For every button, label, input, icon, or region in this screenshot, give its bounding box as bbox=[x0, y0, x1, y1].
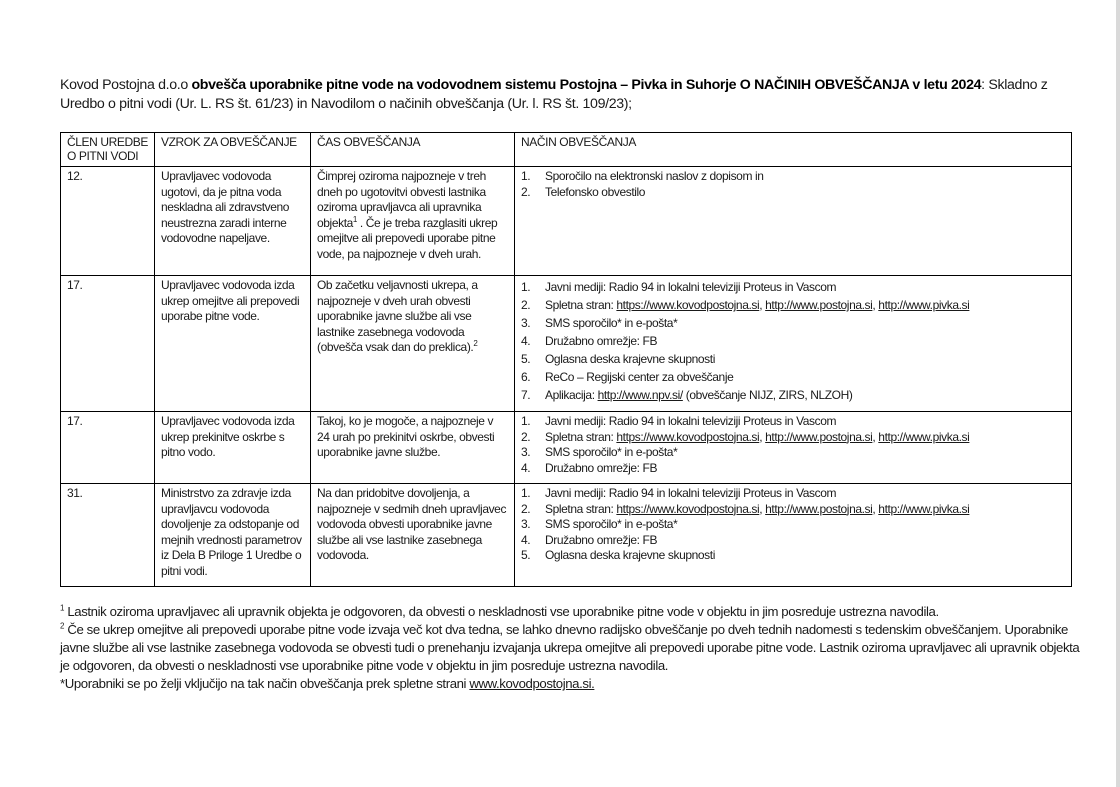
cell-vzrok: Upravljavec vodovoda izda ukrep prekinitve oskrbe s pitno vodo. bbox=[155, 412, 311, 484]
cell-cas: Takoj, ko je mogoče, a najpozneje v 24 urah po prekinitvi oskrbe, obvesti uporabnike javne službe. bbox=[311, 412, 515, 484]
link-kovod-footer[interactable]: www.kovodpostojna.si. bbox=[469, 676, 595, 691]
header-cas: ČAS OBVEŠČANJA bbox=[311, 133, 515, 167]
footnote-1 bbox=[60, 603, 1080, 621]
list-item bbox=[521, 296, 1065, 314]
nacin-list bbox=[521, 486, 1065, 564]
nacin-list bbox=[521, 414, 1065, 476]
list-item bbox=[521, 517, 1065, 533]
link-pivka[interactable]: http://www.pivka.si bbox=[878, 501, 970, 516]
cell-cas bbox=[311, 167, 515, 276]
cell-nacin bbox=[515, 484, 1072, 587]
cell-clen: 17. bbox=[61, 276, 155, 412]
header-clen: ČLEN UREDBE O PITNI VODI bbox=[61, 133, 155, 167]
list-item bbox=[521, 430, 1065, 446]
list-item bbox=[521, 386, 1065, 404]
header-nacin: NAČIN OBVEŠČANJA bbox=[515, 133, 1072, 167]
table-row bbox=[61, 167, 1072, 276]
item-text: Oglasna deska krajevne skupnosti bbox=[545, 352, 715, 366]
cell-clen: 31. bbox=[61, 484, 155, 587]
footnote-ref: 2 bbox=[473, 339, 478, 348]
item-number: 5. bbox=[521, 548, 531, 562]
link-kovod[interactable]: https://www.kovodpostojna.si bbox=[616, 298, 760, 312]
item-number: 4. bbox=[521, 532, 531, 547]
footnote-text: Če se ukrep omejitve ali prepovedi uporabe pitne vode izvaja več kot dva tedna, se lahko dnevno radijsko obveščanje po dveh tednih nadomesti s tedenskim obveščanjem. Uporabnike javne službe ali vse lastnike zasebnega vodovoda se obvesti tudi o prenehanju izvajanja ukrepa omejitve ali prepovedi uporabe pitne vode. Lastnik oziroma upravljavec ali upravnik objekta je odgovoren, da obvesti o neskladnosti vse uporabnike pitne vode v objektu in jim posreduje ustrezna navodila. bbox=[60, 622, 1080, 673]
list-item bbox=[521, 502, 1065, 518]
link-pivka[interactable]: http://www.pivka.si bbox=[878, 298, 970, 312]
item-number: 5. bbox=[521, 352, 531, 366]
cas-text: Ob začetku veljavnosti ukrepa, a najpozneje v dveh urah obvesti uporabnike javne službe ali vse lastnike zasebnega vodovoda (obvešča vsak dan do preklica). bbox=[317, 278, 478, 354]
item-text: SMS sporočilo* in e-pošta* bbox=[545, 517, 678, 531]
footnotes bbox=[60, 603, 1080, 693]
cas-text-cont: . Če je treba razglasiti ukrep omejitve ali prepovedi uporabe pitne vode, pa najpozneje v dveh urah. bbox=[317, 215, 498, 261]
table-header-row bbox=[61, 133, 1072, 167]
item-text: Aplikacija: bbox=[545, 388, 598, 402]
list-item bbox=[521, 414, 1065, 430]
item-number: 1. bbox=[521, 486, 531, 500]
table-row bbox=[61, 484, 1072, 587]
item-number: 1. bbox=[521, 169, 531, 183]
item-number: 6. bbox=[521, 370, 531, 384]
nacin-list bbox=[521, 278, 1065, 404]
item-text: SMS sporočilo* in e-pošta* bbox=[545, 445, 678, 459]
item-text: Oglasna deska krajevne skupnosti bbox=[545, 548, 715, 562]
item-text: Javni mediji: Radio 94 in lokalni televiziji Proteus in Vascom bbox=[545, 280, 837, 294]
cell-cas: Na dan pridobitve dovoljenja, a najpozneje v sedmih dneh upravljavec vodovoda obvesti uporabnike javne službe ali vse lastnike zasebnega vodovoda. bbox=[311, 484, 515, 587]
nacin-list bbox=[521, 169, 1065, 200]
item-text: Spletna stran: bbox=[545, 429, 617, 444]
item-number: 2. bbox=[521, 501, 531, 516]
link-npv[interactable]: http://www.npv.si/ bbox=[597, 388, 683, 402]
intro-lead: Kovod Postojna d.o.o bbox=[60, 77, 192, 93]
list-item bbox=[521, 314, 1065, 332]
separator: , bbox=[872, 501, 879, 516]
intro-tail: : Skladno z Uredbo o pitni vodi (Ur. L. RS št. 61/23) in Navodilom o načinih obveščanja (Ur. l. RS št. 109/23); bbox=[60, 77, 1048, 112]
cell-nacin bbox=[515, 167, 1072, 276]
header-vzrok: VZROK ZA OBVEŠČANJE bbox=[155, 133, 311, 167]
item-text: Družabno omrežje: FB bbox=[545, 460, 658, 475]
list-item bbox=[521, 533, 1065, 549]
link-pivka[interactable]: http://www.pivka.si bbox=[878, 429, 970, 444]
cell-clen: 12. bbox=[61, 167, 155, 276]
item-number: 2. bbox=[521, 429, 531, 444]
footnote-text: Lastnik oziroma upravljavec ali upravnik objekta je odgovoren, da obvesti o neskladnosti vse uporabnike pitne vode v objektu in jim posreduje ustrezna navodila. bbox=[64, 604, 939, 619]
item-number: 4. bbox=[521, 460, 531, 475]
item-text: (obveščanje NIJZ, ZIRS, NLZOH) bbox=[682, 388, 853, 402]
cas-text: Čimprej oziroma najpozneje v treh dneh po ugotovitvi obvesti lastnika oziroma upravljavca ali upravnika objekta bbox=[317, 169, 486, 230]
item-number: 2. bbox=[521, 184, 531, 199]
list-item bbox=[521, 185, 1065, 201]
intro-bold: obvešča uporabnike pitne vode na vodovodnem sistemu Postojna – Pivka in Suhorje O NAČINIH OBVEŠČANJA v letu 2024 bbox=[191, 77, 982, 93]
list-item bbox=[521, 278, 1065, 296]
item-text: Spletna stran: bbox=[545, 298, 617, 312]
footnote-ref: 1 bbox=[352, 214, 357, 224]
table-row bbox=[61, 412, 1072, 484]
footnote-2 bbox=[60, 621, 1080, 675]
cell-nacin bbox=[515, 276, 1072, 412]
list-item bbox=[521, 548, 1065, 564]
item-number: 3. bbox=[521, 445, 531, 459]
list-item bbox=[521, 169, 1065, 185]
footnote-mark: 1 bbox=[60, 603, 65, 613]
footnote-star bbox=[60, 675, 1080, 693]
item-text: Javni mediji: Radio 94 in lokalni televiziji Proteus in Vascom bbox=[545, 486, 837, 500]
intro-paragraph bbox=[60, 76, 1075, 114]
separator: , bbox=[872, 429, 879, 444]
cell-vzrok: Upravljavec vodovoda ugotovi, da je pitna voda neskladna ali zdravstveno neustrezna zaradi interne vodovodne napeljave. bbox=[155, 167, 311, 276]
item-text: Sporočilo na elektronski naslov z dopisom in bbox=[545, 169, 764, 183]
link-postojna[interactable]: http://www.postojna.si bbox=[765, 501, 873, 516]
item-number: 3. bbox=[521, 316, 531, 330]
separator: , bbox=[759, 298, 766, 312]
cell-clen: 17. bbox=[61, 412, 155, 484]
list-item bbox=[521, 461, 1065, 477]
item-number: 4. bbox=[521, 334, 531, 348]
list-item bbox=[521, 350, 1065, 368]
item-text: ReCo – Regijski center za obveščanje bbox=[545, 370, 734, 384]
item-number: 7. bbox=[521, 388, 531, 402]
cell-nacin bbox=[515, 412, 1072, 484]
notification-table bbox=[60, 132, 1072, 587]
scrollbar[interactable] bbox=[1116, 0, 1120, 787]
link-postojna[interactable]: http://www.postojna.si bbox=[765, 298, 873, 312]
link-kovod[interactable]: https://www.kovodpostojna.si bbox=[616, 501, 760, 516]
list-item bbox=[521, 368, 1065, 386]
item-number: 1. bbox=[521, 280, 531, 294]
link-kovod[interactable]: https://www.kovodpostojna.si bbox=[616, 429, 760, 444]
cell-cas bbox=[311, 276, 515, 412]
item-number: 2. bbox=[521, 298, 531, 312]
link-postojna[interactable]: http://www.postojna.si bbox=[765, 429, 873, 444]
list-item bbox=[521, 445, 1065, 461]
footnote-mark: 2 bbox=[60, 621, 65, 631]
item-text: Družabno omrežje: FB bbox=[545, 532, 658, 547]
item-text: Telefonsko obvestilo bbox=[545, 184, 646, 199]
separator: , bbox=[759, 429, 766, 444]
separator: , bbox=[759, 501, 766, 516]
item-number: 3. bbox=[521, 517, 531, 531]
separator: , bbox=[872, 298, 879, 312]
footnote-text: *Uporabniki se po želji vključijo na tak način obveščanja prek spletne strani bbox=[60, 676, 470, 691]
item-text: Javni mediji: Radio 94 in lokalni televiziji Proteus in Vascom bbox=[545, 414, 837, 428]
item-number: 1. bbox=[521, 414, 531, 428]
cell-vzrok: Upravljavec vodovoda izda ukrep omejitve ali prepovedi uporabe pitne vode. bbox=[155, 276, 311, 412]
item-text: Spletna stran: bbox=[545, 501, 617, 516]
list-item bbox=[521, 332, 1065, 350]
list-item bbox=[521, 486, 1065, 502]
item-text: Družabno omrežje: FB bbox=[545, 334, 658, 348]
cell-vzrok: Ministrstvo za zdravje izda upravljavcu vodovoda dovoljenje za odstopanje od mejnih vrednosti parametrov iz Dela B Priloge 1 Uredbe o pitni vodi. bbox=[155, 484, 311, 587]
item-text: SMS sporočilo* in e-pošta* bbox=[545, 316, 678, 330]
table-row bbox=[61, 276, 1072, 412]
